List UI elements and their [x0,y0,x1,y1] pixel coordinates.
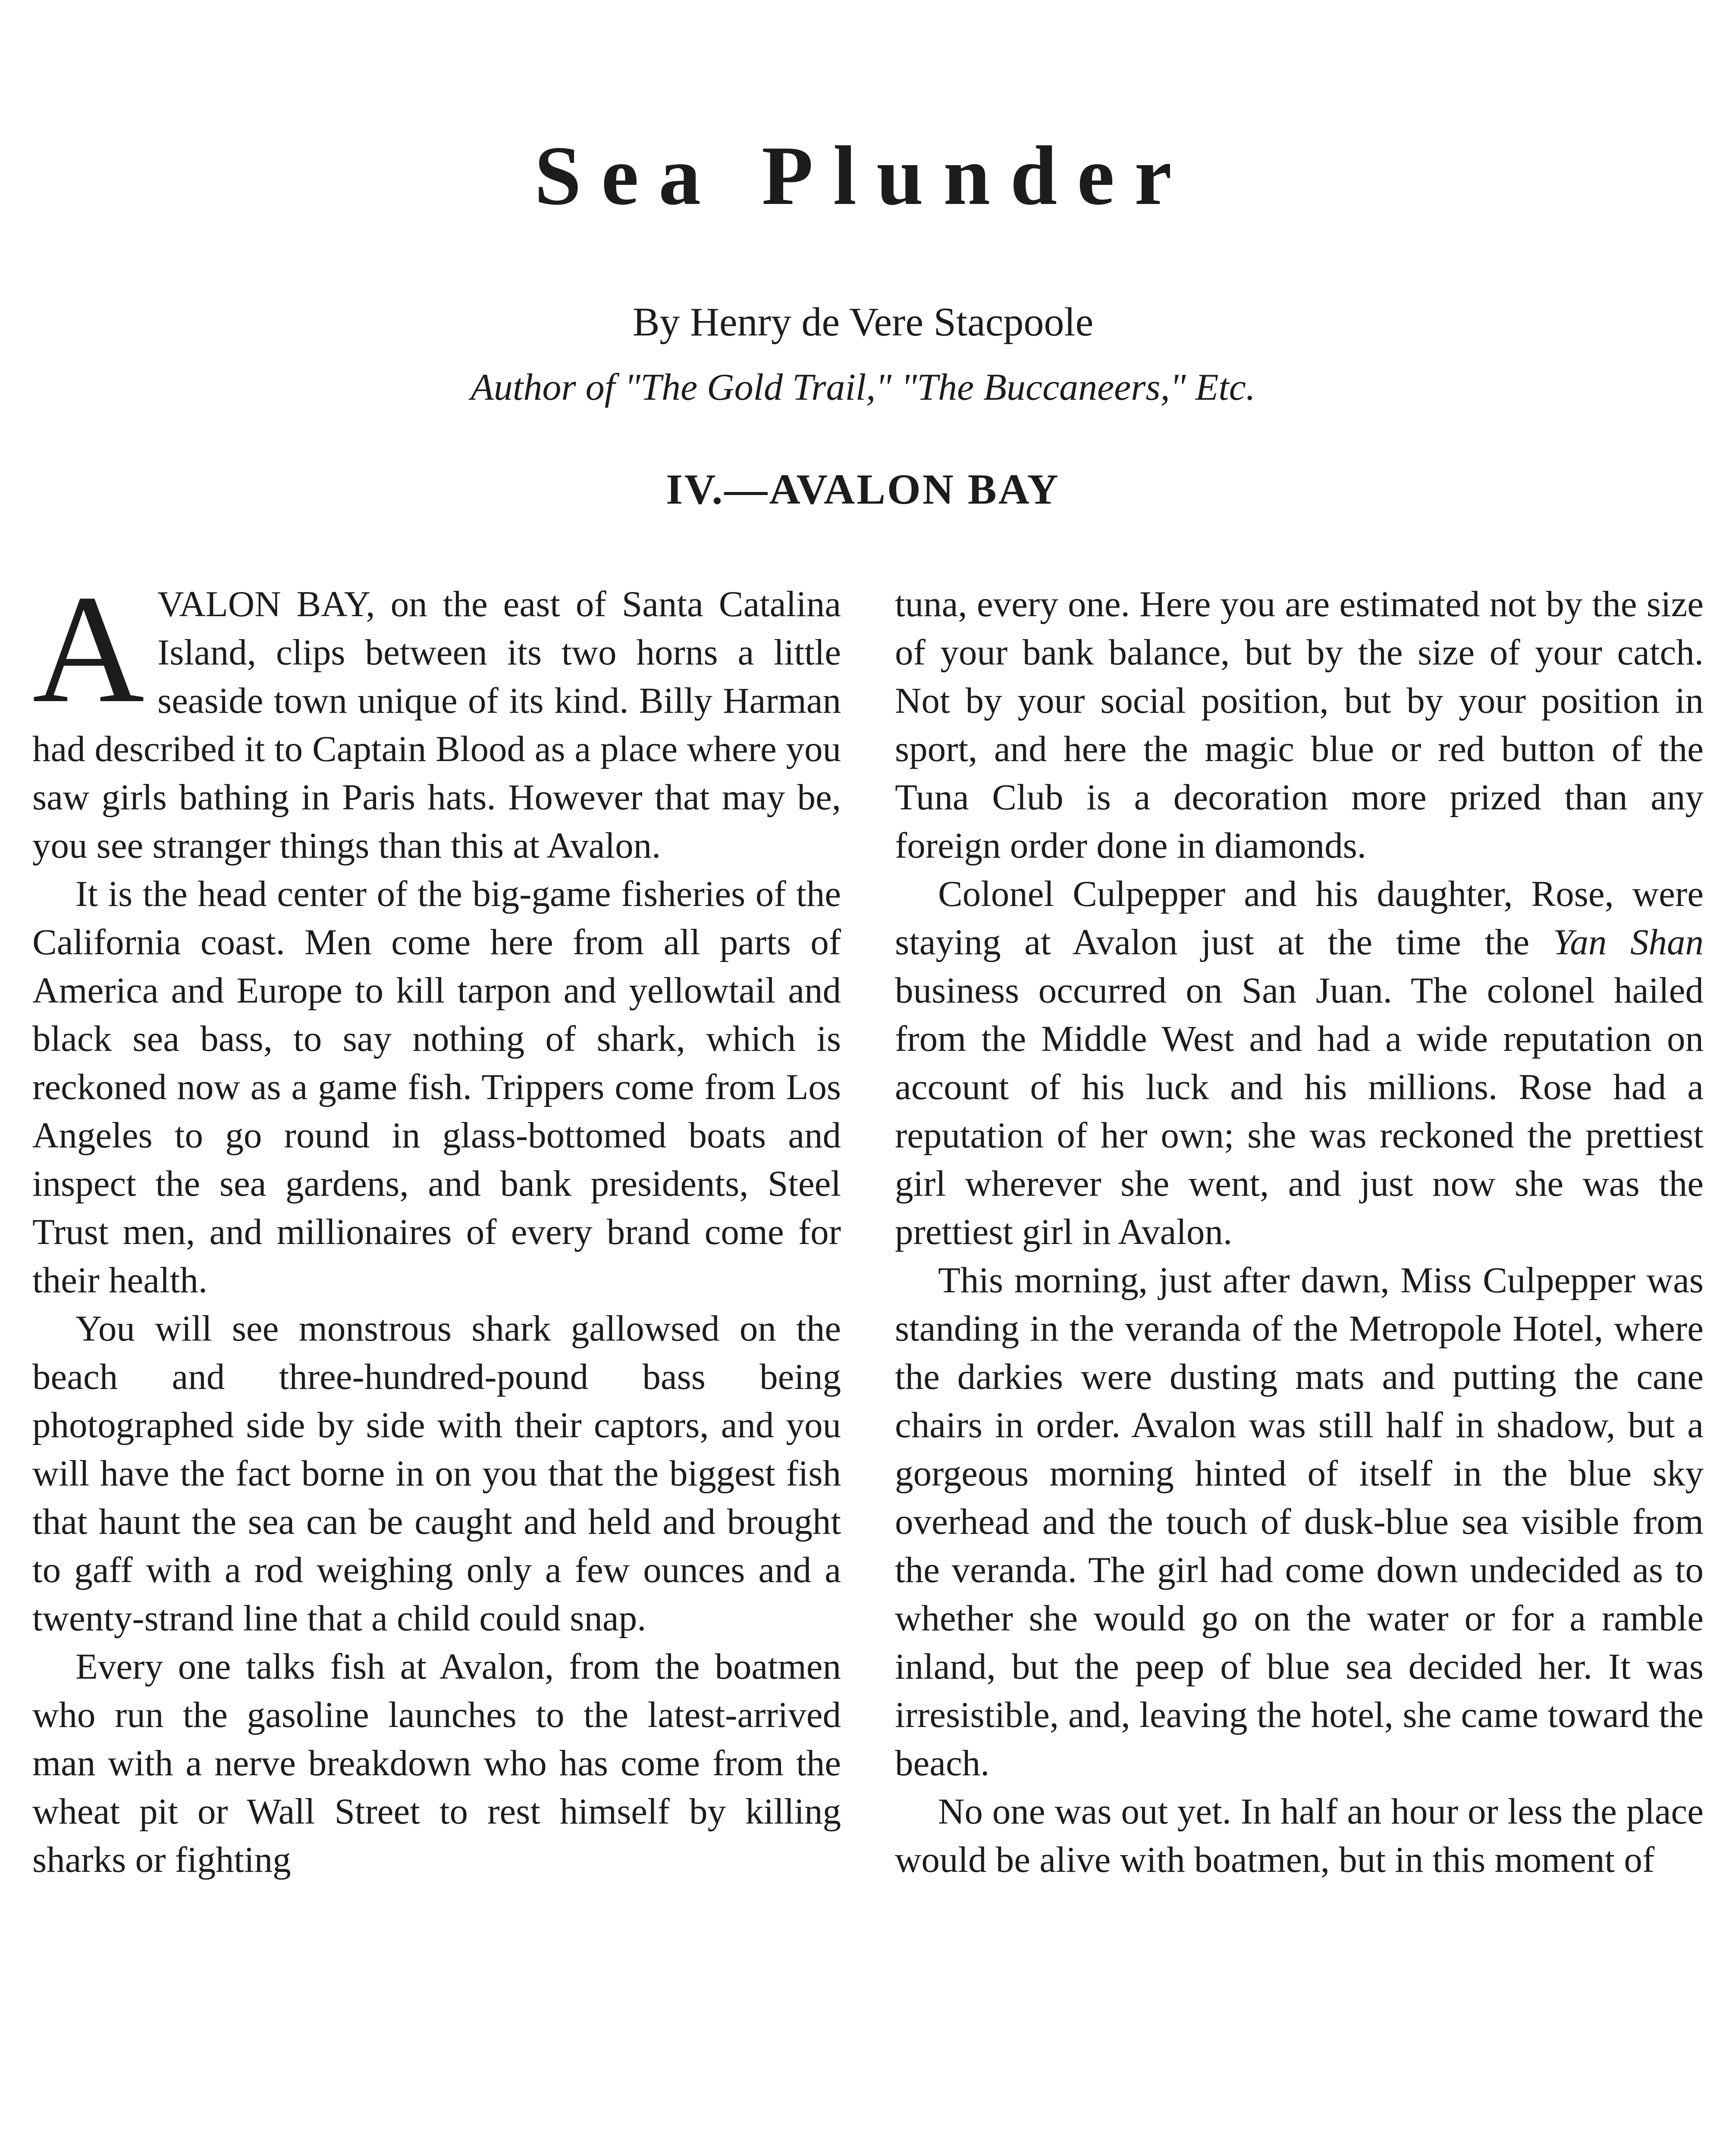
paragraph: This morning, just after dawn, Miss Culpepper was standing in the veranda of the Metropole Hotel, where the darkies were dusting mats and putting the cane chairs in order. Avalon was still half in shadow, but a gorgeous morning hinted of itself in the blue sky overhead and the touch of dusk-blue sea visible from the veranda. The girl had come down undecided as to whether she would go on the water or for a ramble inland, but the peep of blue sea decided her. It was irresistible, and, leaving the hotel, she came toward the beach. [895,1260,1704,1783]
left-column [32,563,841,1884]
author-byline: By Henry de Vere Stacpoole [632,300,1094,345]
drop-cap: A [32,563,144,735]
paragraph: No one was out yet. In half an hour or less the place would be alive with boatmen, but in this moment of [895,1791,1704,1880]
paragraph [32,563,841,870]
paragraph: Every one talks fish at Avalon, from the boatmen who run the gasoline launches to the latest-arrived man with a nerve breakdown who has come from the wheat pit or Wall Street to rest himself by killing sharks or fighting [32,1646,841,1880]
paragraph: It is the head center of the big-game fisheries of the California coast. Men come here from all parts of America and Europe to kill tarpon and yellowtail and black sea bass, to say nothing of shark, which is reckoned now as a game fish. Trippers come from Los Angeles to go round in glass-bottomed boats and inspect the sea gardens, and bank presidents, Steel Trust men, and millionaires of every brand come for their health. [32,874,841,1300]
ship-name: Yan Shan [1553,922,1704,962]
paragraph-text: Colonel Culpepper and his daughter, Rose, were staying at Avalon just at the time the [895,874,1704,962]
paragraph-text: business occurred on San Juan. The colonel hailed from the Middle West and had a wide reputation on account of his luck and his millions. Rose had a reputation of her own; she was reckoned the prettiest girl wherever she went, and just now she was the prettiest girl in Avalon. [895,970,1704,1252]
paragraph: tuna, every one. Here you are estimated not by the size of your bank balance, but by the size of your catch. Not by your social position, but by your position in sport, and here the magic blue or red button of the Tuna Club is a decoration more prized than any foreign order done in diamonds. [895,584,1704,866]
paragraph: You will see monstrous shark gallowsed on the beach and three-hundred-pound bass being photographed side by side with their captors, and you will have the fact borne in on you that the biggest fish that haunt the sea can be caught and held and brought to gaff with a rod weighing only a few ounces and a twenty-strand line that a child could snap. [32,1308,841,1639]
story-title: Sea Plunder [534,129,1192,222]
paragraph [895,870,1704,1256]
right-column [895,580,1704,1884]
paragraph-text: VALON BAY, on the east of Santa Catalina Island, clips between its two horns a little seaside town unique of its kind. Billy Harman had described it to Captain Blood as a place where you saw girls bathing in Paris hats. However that may be, you see stranger things than this at Avalon. [32,584,841,866]
author-credits: Author of "The Gold Trail," "The Buccaneers," Etc. [471,367,1255,408]
chapter-heading: IV.—AVALON BAY [666,465,1060,513]
